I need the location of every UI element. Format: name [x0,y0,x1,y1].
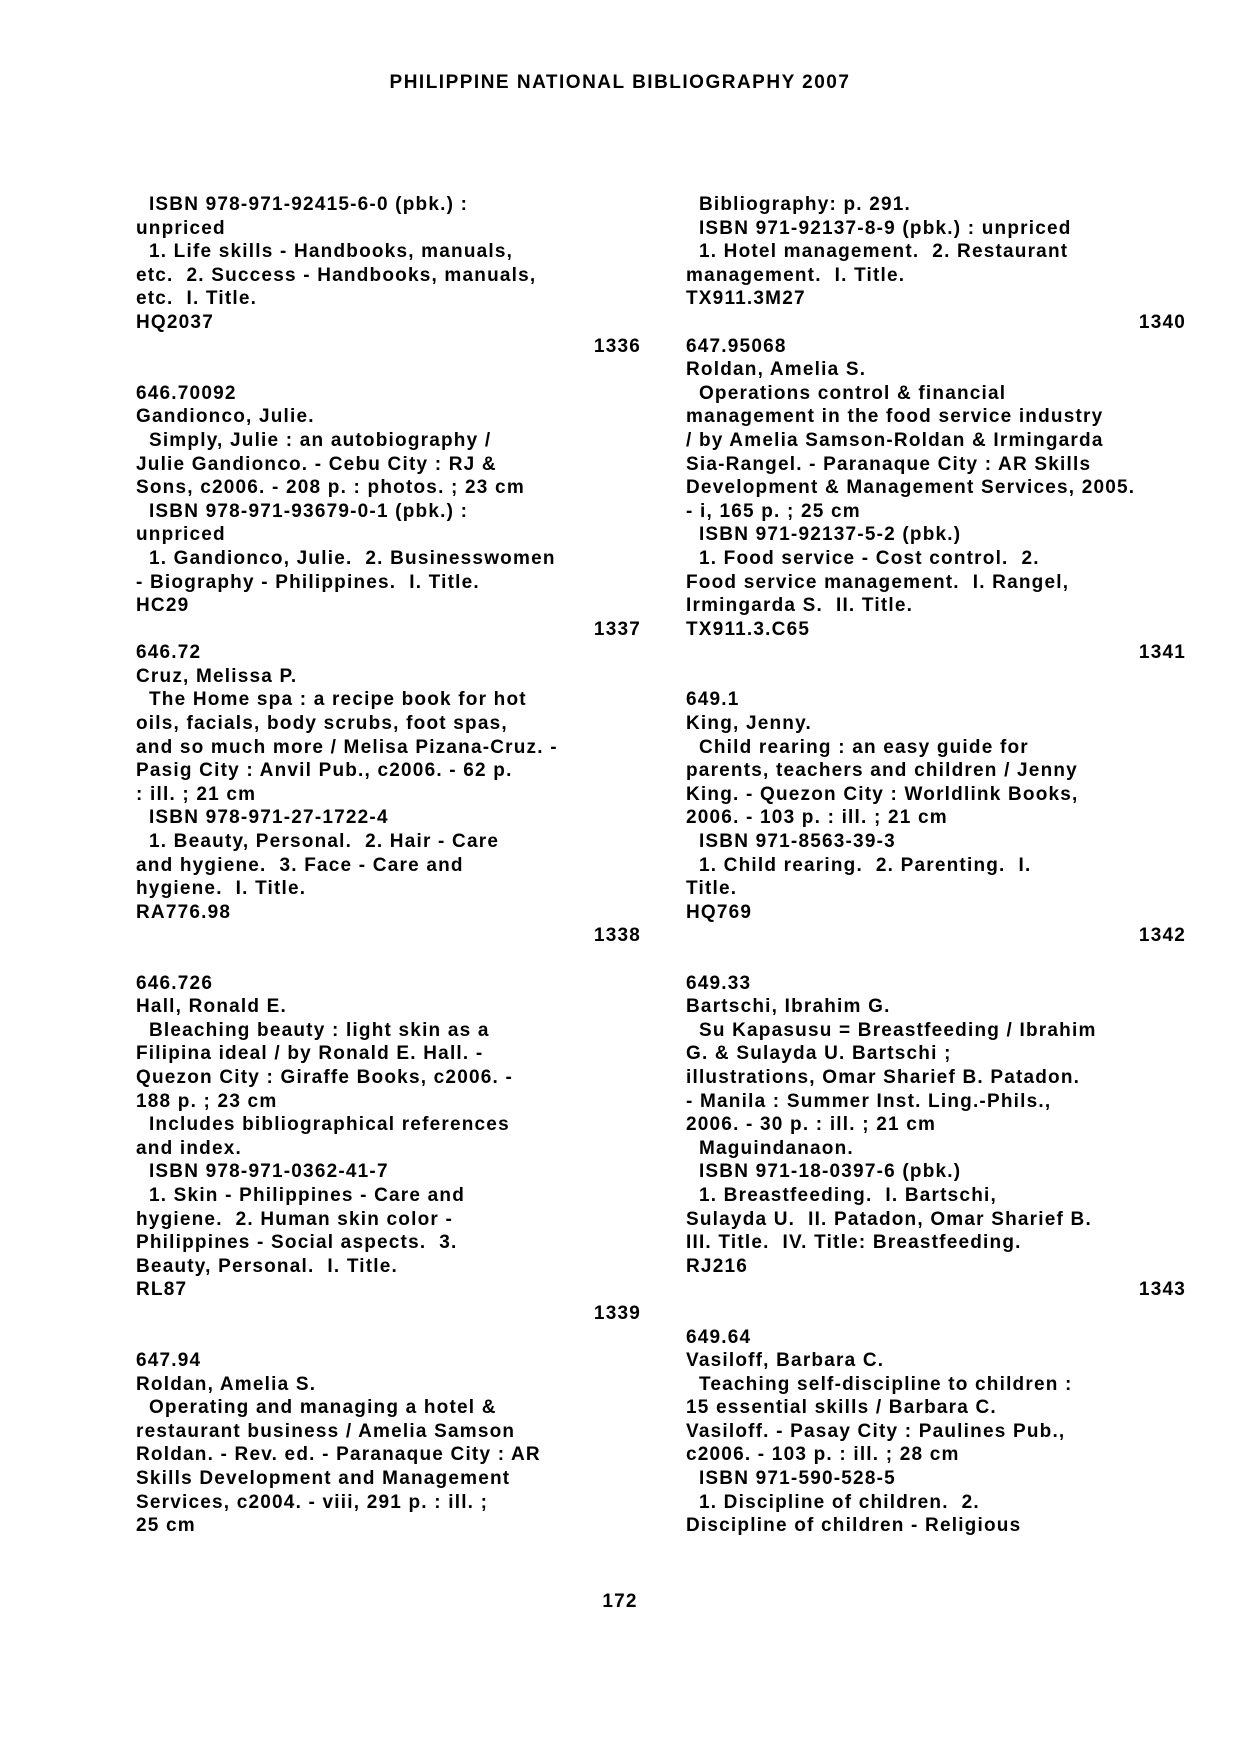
blank-line [136,358,641,382]
entry-line: ISBN 978-971-0362-41-7 [136,1161,389,1183]
entry-line: Operations control & financial [686,382,1007,404]
entry-line: and hygiene. 3. Face - Care and [136,854,464,876]
entry-number: 1342 [1138,925,1186,947]
entry-line: Roldan, Amelia S. [686,359,867,381]
entry-line: Teaching self-discipline to children : [686,1373,1073,1395]
entry-number: 1338 [593,925,641,947]
entry-line: Pasig City : Anvil Pub., c2006. - 62 p. [136,760,513,782]
entry-line: ISBN 971-92137-5-2 (pbk.) [686,524,962,546]
entry-line: oils, facials, body scrubs, foot spas, [136,713,508,735]
blank-line [136,1326,641,1350]
blank-line [686,1302,1186,1326]
entry-line: Bibliography: p. 291. [686,194,912,215]
entry-line: hygiene. I. Title. [136,878,307,900]
entry-line: Sulayda U. II. Patadon, Omar Sharief B. [686,1208,1092,1230]
entry-line: unpriced [136,524,226,546]
entry-line: etc. I. Title. [136,288,258,310]
entry-line: 1. Beauty, Personal. 2. Hair - Care [136,831,500,853]
entry-line: HC29 [136,595,190,617]
entry-line: Operating and managing a hotel & [136,1397,497,1419]
entry-line: management in the food service industry [686,406,1104,428]
entry-line: Su Kapasusu = Breastfeeding / Ibrahim [686,1019,1097,1041]
entry-number: 1337 [593,618,641,640]
entry-line: Services, c2004. - viii, 291 p. : ill. ; [136,1491,489,1513]
entry-line: - Manila : Summer Inst. Ling.-Phils., [686,1090,1052,1112]
entry-line: hygiene. 2. Human skin color - [136,1208,453,1230]
entry-line: HQ2037 [136,311,214,333]
entry-line: Simply, Julie : an autobiography / [136,429,492,451]
entry-line: TX911.3.C65 [686,618,811,640]
entry-line: and index. [136,1137,242,1159]
entry-line: Bartschi, Ibrahim G. [686,996,891,1018]
entry-line: c2006. - 103 p. : ill. ; 28 cm [686,1444,960,1466]
entry-line: Cruz, Melissa P. [136,665,298,687]
entry-line: Quezon City : Giraffe Books, c2006. - [136,1066,513,1088]
entry-line: 1. Life skills - Handbooks, manuals, [136,241,514,263]
entry-line: 25 cm [136,1515,196,1537]
entry-line: HQ769 [686,901,753,923]
left-column [136,193,641,1538]
entry-line: ISBN 971-8563-39-3 [686,831,896,853]
entry-line: management. I. Title. [686,264,906,286]
entry-line: 2006. - 30 p. : ill. ; 21 cm [686,1114,937,1136]
blank-line [136,948,641,972]
entry-line: ISBN 978-971-92415-6-0 (pbk.) : [136,194,469,215]
entry-line: Hall, Ronald E. [136,996,288,1018]
entry-line: Gandionco, Julie. [136,406,315,428]
entry-line: Includes bibliographical references [136,1114,510,1136]
entry-line: 1. Child rearing. 2. Parenting. I. [686,854,1032,876]
entry-line: 188 p. ; 23 cm [136,1090,278,1112]
entry-line: illustrations, Omar Sharief B. Patadon. [686,1066,1081,1088]
entry-line: and so much more / Melisa Pizana-Cruz. - [136,736,558,758]
entry-line: ISBN 978-971-93679-0-1 (pbk.) : [136,500,469,522]
entry-line: Sons, c2006. - 208 p. : photos. ; 23 cm [136,477,525,499]
entry-line: 1. Gandionco, Julie. 2. Businesswomen [136,547,556,569]
entry-line: RA776.98 [136,901,232,923]
entry-line: restaurant business / Amelia Samson [136,1420,516,1442]
entry-line: 646.72 [136,642,202,664]
entry-line: Beauty, Personal. I. Title. [136,1255,399,1277]
entry-line: ISBN 978-971-27-1722-4 [136,807,389,829]
entry-line: G. & Sulayda U. Bartschi ; [686,1043,952,1065]
entry-line: 1. Food service - Cost control. 2. [686,547,1040,569]
entry-line: Sia-Rangel. - Paranaque City : AR Skills [686,453,1092,475]
entry-line: RL87 [136,1279,188,1301]
entry-line: TX911.3M27 [686,288,806,310]
entry-number: 1341 [1138,642,1186,664]
entry-line: Filipina ideal / by Ronald E. Hall. - [136,1043,484,1065]
page-title: PHILIPPINE NATIONAL BIBLIOGRAPHY 2007 [389,72,851,93]
right-column [686,193,1186,1538]
entry-line: 1. Hotel management. 2. Restaurant [686,241,1069,263]
entry-line: / by Amelia Samson-Roldan & Irmingarda [686,429,1104,451]
entry-line: 649.33 [686,972,752,994]
page-number: 172 [602,1591,638,1612]
entry-number: 1336 [593,335,641,357]
entry-line: 1. Skin - Philippines - Care and [136,1184,466,1206]
entry-line: Maguindanaon. [686,1137,854,1159]
entry-line: III. Title. IV. Title: Breastfeeding. [686,1232,1022,1254]
entry-line: : ill. ; 21 cm [136,783,257,805]
entry-number: 1339 [593,1302,641,1324]
entry-line: ISBN 971-18-0397-6 (pbk.) [686,1161,962,1183]
entry-line: - Biography - Philippines. I. Title. [136,571,480,593]
entry-line: 646.70092 [136,382,237,404]
entry-line: The Home spa : a recipe book for hot [136,689,527,711]
entry-line: RJ216 [686,1255,748,1277]
entry-line: ISBN 971-590-528-5 [686,1468,896,1490]
entry-line: Vasiloff. - Pasay City : Paulines Pub., [686,1420,1066,1442]
entry-line: Development & Management Services, 2005. [686,477,1136,499]
entry-line: Julie Gandionco. - Cebu City : RJ & [136,453,497,475]
entry-line: 649.1 [686,689,740,711]
entry-line: Roldan, Amelia S. [136,1373,317,1395]
entry-line: Skills Development and Management [136,1468,511,1490]
entry-line: 1. Discipline of children. 2. [686,1491,980,1513]
entry-line: Philippines - Social aspects. 3. [136,1232,458,1254]
entry-line: Roldan. - Rev. ed. - Paranaque City : AR [136,1444,541,1466]
entry-line: unpriced [136,217,226,239]
entry-line: Irmingarda S. II. Title. [686,595,914,617]
entry-line: etc. 2. Success - Handbooks, manuals, [136,264,537,286]
entry-line: ISBN 971-92137-8-9 (pbk.) : unpriced [686,217,1072,239]
entry-number: 1343 [1138,1279,1186,1301]
entry-line: King, Jenny. [686,713,812,735]
blank-line [686,665,1186,689]
entry-line: 1. Breastfeeding. I. Bartschi, [686,1184,997,1206]
entry-line: Title. [686,878,738,900]
entry-line: parents, teachers and children / Jenny [686,760,1078,782]
entry-line: 646.726 [136,972,214,994]
entry-line: Food service management. I. Rangel, [686,571,1070,593]
entry-line: Discipline of children - Religious [686,1515,1022,1537]
entry-line: Bleaching beauty : light skin as a [136,1019,490,1041]
entry-line: 647.94 [136,1350,202,1372]
entry-line: Child rearing : an easy guide for [686,736,1029,758]
entry-line: - i, 165 p. ; 25 cm [686,500,861,522]
blank-line [686,948,1186,972]
entry-line: King. - Quezon City : Worldlink Books, [686,783,1079,805]
entry-number: 1340 [1138,311,1186,333]
entry-line: 15 essential skills / Barbara C. [686,1397,997,1419]
entry-line: Vasiloff, Barbara C. [686,1350,885,1372]
entry-line: 647.95068 [686,335,787,357]
entry-line: 649.64 [686,1326,752,1348]
entry-line: 2006. - 103 p. : ill. ; 21 cm [686,807,948,829]
